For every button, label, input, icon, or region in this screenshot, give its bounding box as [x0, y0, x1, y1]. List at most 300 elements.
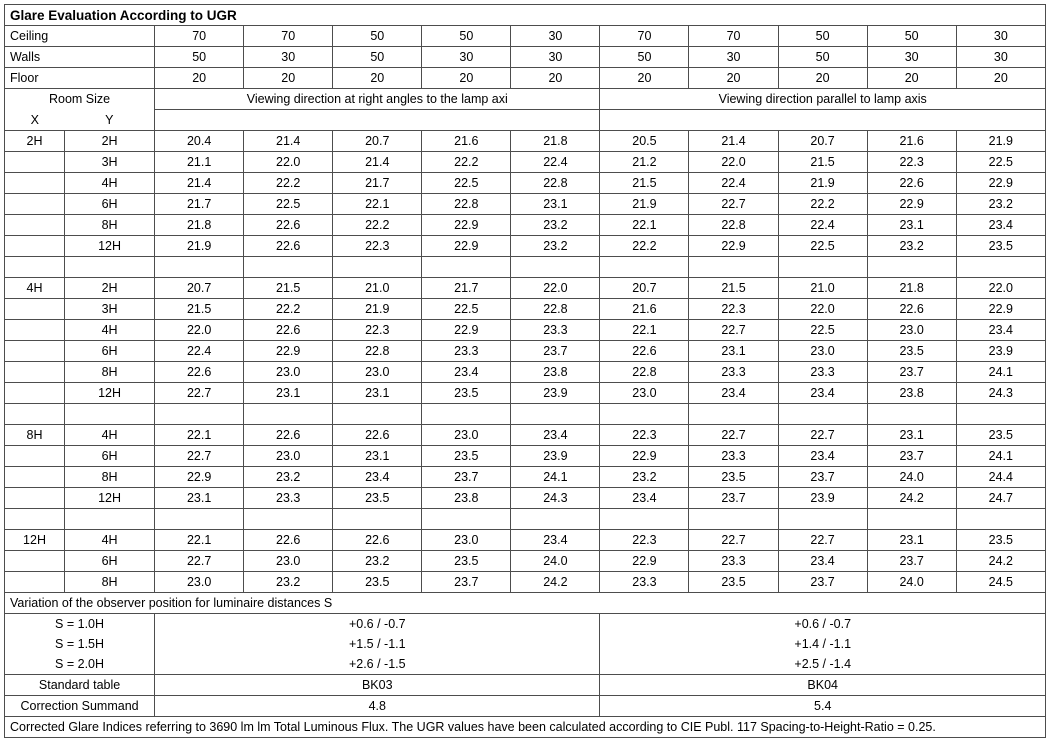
reflectance-row-floor	[5, 68, 1046, 89]
ugr-value: 23.1	[689, 341, 778, 362]
walls-value: 30	[511, 47, 600, 68]
ugr-value: 23.5	[333, 488, 422, 509]
ceiling-value: 70	[600, 26, 689, 47]
group-spacer	[5, 257, 1046, 278]
ugr-value: 23.5	[422, 446, 511, 467]
ugr-value: 24.0	[867, 572, 956, 593]
table-row	[5, 362, 1046, 383]
ugr-value: 23.1	[333, 446, 422, 467]
ugr-value: 23.0	[422, 425, 511, 446]
ugr-value: 23.7	[867, 362, 956, 383]
ugr-value: 22.6	[600, 341, 689, 362]
ugr-value: 23.1	[244, 383, 333, 404]
ugr-value: 23.2	[511, 215, 600, 236]
ugr-value: 22.0	[689, 152, 778, 173]
ugr-value: 22.7	[689, 194, 778, 215]
ugr-value: 22.4	[511, 152, 600, 173]
ugr-value: 23.1	[867, 425, 956, 446]
ugr-value: 22.6	[244, 320, 333, 341]
ugr-value: 22.8	[689, 215, 778, 236]
ugr-value: 22.7	[778, 425, 867, 446]
ugr-value: 22.9	[600, 551, 689, 572]
ugr-value: 23.5	[867, 341, 956, 362]
ugr-value: 24.7	[956, 488, 1045, 509]
y-value: 6H	[65, 194, 155, 215]
ugr-value: 23.4	[689, 383, 778, 404]
walls-value: 30	[956, 47, 1045, 68]
ugr-value: 22.5	[244, 194, 333, 215]
ugr-value: 23.0	[244, 446, 333, 467]
y-value: 8H	[65, 215, 155, 236]
ceiling-value: 30	[511, 26, 600, 47]
ugr-value: 22.0	[511, 278, 600, 299]
x-value: 12H	[5, 530, 65, 551]
table-row	[5, 488, 1046, 509]
ugr-value: 23.0	[422, 530, 511, 551]
ugr-value: 21.4	[155, 173, 244, 194]
variation-parallel: +0.6 / -0.7	[600, 614, 1046, 635]
ugr-value: 23.5	[956, 236, 1045, 257]
y-value: 6H	[65, 341, 155, 362]
ugr-value: 22.9	[422, 320, 511, 341]
ceiling-value: 70	[689, 26, 778, 47]
ugr-value: 23.1	[155, 488, 244, 509]
ugr-value: 23.7	[778, 467, 867, 488]
ugr-value: 23.7	[867, 551, 956, 572]
ugr-value: 22.5	[956, 152, 1045, 173]
y-value: 2H	[65, 131, 155, 152]
ugr-value: 21.0	[333, 278, 422, 299]
variation-label: S = 1.0H	[5, 614, 155, 635]
table-row	[5, 215, 1046, 236]
walls-value: 30	[867, 47, 956, 68]
ugr-value: 24.1	[511, 467, 600, 488]
ugr-value: 23.5	[689, 572, 778, 593]
ugr-value: 24.0	[867, 467, 956, 488]
ugr-value: 22.4	[689, 173, 778, 194]
ugr-value: 22.1	[155, 530, 244, 551]
ugr-value: 22.2	[422, 152, 511, 173]
ceiling-value: 30	[956, 26, 1045, 47]
table-row	[5, 446, 1046, 467]
ugr-value: 22.7	[155, 551, 244, 572]
ugr-value: 21.7	[155, 194, 244, 215]
ugr-value: 20.7	[778, 131, 867, 152]
ugr-value: 24.0	[511, 551, 600, 572]
ugr-value: 23.1	[511, 194, 600, 215]
ugr-value: 22.6	[244, 425, 333, 446]
table-row	[5, 467, 1046, 488]
y-value: 6H	[65, 446, 155, 467]
standard-table-label: Standard table	[5, 675, 155, 696]
ugr-value: 22.2	[778, 194, 867, 215]
ceiling-value: 70	[244, 26, 333, 47]
ugr-value: 23.4	[778, 446, 867, 467]
ugr-value: 22.2	[333, 215, 422, 236]
ugr-value: 22.9	[422, 236, 511, 257]
ugr-value: 22.3	[333, 236, 422, 257]
table-row	[5, 278, 1046, 299]
ugr-value: 22.8	[511, 173, 600, 194]
table-row	[5, 131, 1046, 152]
ugr-value: 23.0	[244, 362, 333, 383]
table-row	[5, 173, 1046, 194]
ugr-value: 20.5	[600, 131, 689, 152]
ugr-value: 22.0	[244, 152, 333, 173]
ugr-value: 24.3	[511, 488, 600, 509]
table-row	[5, 572, 1046, 593]
walls-value: 50	[155, 47, 244, 68]
walls-value: 50	[600, 47, 689, 68]
ugr-value: 22.9	[956, 173, 1045, 194]
ugr-value: 21.5	[778, 152, 867, 173]
ugr-value: 22.8	[422, 194, 511, 215]
variation-perpendicular: +0.6 / -0.7	[155, 614, 600, 635]
row-label-walls: Walls	[5, 47, 155, 68]
ugr-value: 23.2	[956, 194, 1045, 215]
table-row	[5, 551, 1046, 572]
table-row	[5, 320, 1046, 341]
view-header-perpendicular: Viewing direction at right angles to the lamp axi	[155, 89, 600, 110]
ugr-value: 21.5	[244, 278, 333, 299]
ugr-value: 23.9	[956, 341, 1045, 362]
x-value: 2H	[5, 131, 65, 152]
ugr-value: 22.7	[155, 383, 244, 404]
ugr-value: 22.3	[689, 299, 778, 320]
ugr-value: 22.6	[244, 236, 333, 257]
y-value: 4H	[65, 173, 155, 194]
ugr-value: 22.3	[333, 320, 422, 341]
ugr-value: 22.7	[778, 530, 867, 551]
ugr-value: 21.8	[511, 131, 600, 152]
standard-table-value: BK03	[155, 675, 600, 696]
walls-value: 50	[333, 47, 422, 68]
ugr-value: 23.8	[867, 383, 956, 404]
axis-label-y: Y	[65, 110, 155, 131]
ugr-value: 21.6	[600, 299, 689, 320]
ugr-value: 23.5	[956, 530, 1045, 551]
ugr-value: 22.6	[155, 362, 244, 383]
ugr-value: 22.0	[155, 320, 244, 341]
footnote-row	[5, 717, 1046, 738]
ugr-value: 22.5	[778, 236, 867, 257]
ugr-value: 23.5	[422, 551, 511, 572]
ugr-value: 23.5	[422, 383, 511, 404]
ugr-value: 23.4	[511, 425, 600, 446]
ugr-value: 22.6	[333, 530, 422, 551]
ugr-value: 22.5	[422, 299, 511, 320]
y-value: 4H	[65, 530, 155, 551]
ugr-value: 23.7	[867, 446, 956, 467]
group-spacer	[5, 509, 1046, 530]
ugr-value: 24.4	[956, 467, 1045, 488]
ugr-value: 23.4	[956, 215, 1045, 236]
x-value: 8H	[5, 425, 65, 446]
room-size-header: Room Size	[5, 89, 155, 110]
correction-summand-value: 4.8	[155, 696, 600, 717]
ugr-value: 21.9	[600, 194, 689, 215]
ugr-value: 22.9	[600, 446, 689, 467]
ugr-value: 21.5	[155, 299, 244, 320]
ceiling-value: 50	[422, 26, 511, 47]
ugr-value: 23.2	[867, 236, 956, 257]
ugr-value: 23.0	[778, 341, 867, 362]
y-value: 12H	[65, 236, 155, 257]
ugr-value: 22.1	[600, 320, 689, 341]
ugr-value: 23.4	[778, 551, 867, 572]
ugr-value: 22.6	[244, 215, 333, 236]
ugr-value: 23.3	[689, 362, 778, 383]
reflectance-row-walls	[5, 47, 1046, 68]
ugr-value: 22.2	[600, 236, 689, 257]
variation-label: S = 2.0H	[5, 654, 155, 675]
ugr-value: 22.6	[867, 173, 956, 194]
x-value: 4H	[5, 278, 65, 299]
ugr-table	[4, 4, 1046, 738]
ugr-value: 23.3	[689, 446, 778, 467]
page-title: Glare Evaluation According to UGR	[5, 5, 1046, 26]
table-row	[5, 299, 1046, 320]
ugr-value: 21.8	[867, 278, 956, 299]
variation-header-row	[5, 593, 1046, 614]
ugr-value: 23.9	[511, 383, 600, 404]
ugr-value: 22.4	[155, 341, 244, 362]
ugr-value: 22.8	[600, 362, 689, 383]
y-value: 8H	[65, 362, 155, 383]
variation-perpendicular: +2.6 / -1.5	[155, 654, 600, 675]
group-spacer	[5, 404, 1046, 425]
ugr-value: 21.6	[422, 131, 511, 152]
ugr-value: 22.9	[155, 467, 244, 488]
variation-parallel: +2.5 / -1.4	[600, 654, 1046, 675]
table-row	[5, 236, 1046, 257]
standard-table-row	[5, 675, 1046, 696]
ugr-value: 21.4	[689, 131, 778, 152]
floor-value: 20	[244, 68, 333, 89]
ugr-value: 22.3	[867, 152, 956, 173]
correction-summand-label: Correction Summand	[5, 696, 155, 717]
ugr-value: 21.0	[778, 278, 867, 299]
ugr-value: 23.0	[244, 551, 333, 572]
ugr-value: 21.9	[956, 131, 1045, 152]
table-row	[5, 341, 1046, 362]
ugr-value: 24.1	[956, 446, 1045, 467]
ugr-value: 22.8	[511, 299, 600, 320]
ugr-value: 23.0	[333, 362, 422, 383]
variation-row	[5, 654, 1046, 675]
ugr-value: 23.9	[778, 488, 867, 509]
y-value: 3H	[65, 299, 155, 320]
ugr-value: 22.8	[333, 341, 422, 362]
section-header-row	[5, 89, 1046, 110]
ugr-value: 22.0	[956, 278, 1045, 299]
ugr-value: 22.0	[778, 299, 867, 320]
ugr-value: 21.9	[333, 299, 422, 320]
ugr-value: 23.4	[778, 383, 867, 404]
ugr-value: 23.8	[422, 488, 511, 509]
ugr-value: 22.9	[689, 236, 778, 257]
ugr-value: 22.3	[600, 425, 689, 446]
ugr-value: 23.3	[511, 320, 600, 341]
correction-summand-row	[5, 696, 1046, 717]
walls-value: 30	[689, 47, 778, 68]
floor-value: 20	[956, 68, 1045, 89]
ugr-value: 23.7	[422, 572, 511, 593]
ugr-value: 24.2	[867, 488, 956, 509]
ugr-value: 21.8	[155, 215, 244, 236]
ugr-value: 22.9	[422, 215, 511, 236]
variation-row	[5, 614, 1046, 635]
ceiling-value: 50	[867, 26, 956, 47]
reflectance-row-ceiling	[5, 26, 1046, 47]
ugr-value: 22.6	[333, 425, 422, 446]
ugr-value: 21.4	[244, 131, 333, 152]
ugr-value: 22.2	[244, 299, 333, 320]
walls-value: 30	[244, 47, 333, 68]
ugr-value: 23.4	[333, 467, 422, 488]
floor-value: 20	[689, 68, 778, 89]
ugr-value: 24.5	[956, 572, 1045, 593]
row-label-ceiling: Ceiling	[5, 26, 155, 47]
y-value: 3H	[65, 152, 155, 173]
ugr-value: 23.3	[689, 551, 778, 572]
ugr-value: 23.3	[422, 341, 511, 362]
ugr-value: 23.7	[689, 488, 778, 509]
ugr-value: 23.9	[511, 446, 600, 467]
y-value: 12H	[65, 488, 155, 509]
ugr-value: 22.1	[600, 215, 689, 236]
ugr-value: 23.4	[600, 488, 689, 509]
ugr-value: 22.7	[689, 320, 778, 341]
y-value: 8H	[65, 467, 155, 488]
variation-header: Variation of the observer position for luminaire distances S	[5, 593, 1046, 614]
ugr-value: 22.7	[689, 530, 778, 551]
ugr-value: 21.5	[689, 278, 778, 299]
ugr-value: 24.2	[956, 551, 1045, 572]
variation-label: S = 1.5H	[5, 634, 155, 654]
ugr-value: 23.7	[778, 572, 867, 593]
ugr-value: 21.7	[333, 173, 422, 194]
ugr-value: 20.7	[333, 131, 422, 152]
floor-value: 20	[600, 68, 689, 89]
ugr-value: 23.3	[778, 362, 867, 383]
ugr-value: 23.2	[600, 467, 689, 488]
ugr-value: 21.6	[867, 131, 956, 152]
ugr-value: 22.1	[333, 194, 422, 215]
ugr-value: 23.3	[600, 572, 689, 593]
ceiling-value: 70	[155, 26, 244, 47]
ceiling-value: 50	[333, 26, 422, 47]
ugr-value: 23.2	[333, 551, 422, 572]
ugr-value: 21.1	[155, 152, 244, 173]
table-row	[5, 530, 1046, 551]
ugr-value: 24.1	[956, 362, 1045, 383]
axis-label-x: X	[5, 110, 65, 131]
y-value: 6H	[65, 551, 155, 572]
table-row	[5, 194, 1046, 215]
ugr-value: 21.7	[422, 278, 511, 299]
ugr-value: 23.0	[867, 320, 956, 341]
axis-header-row	[5, 110, 1046, 131]
ugr-value: 22.6	[867, 299, 956, 320]
ugr-value: 20.7	[155, 278, 244, 299]
ugr-value: 23.5	[956, 425, 1045, 446]
variation-perpendicular: +1.5 / -1.1	[155, 634, 600, 654]
table-row	[5, 383, 1046, 404]
ugr-value: 22.9	[244, 341, 333, 362]
y-value: 4H	[65, 425, 155, 446]
ugr-value: 22.3	[600, 530, 689, 551]
title-row	[5, 5, 1046, 26]
ugr-value: 23.0	[600, 383, 689, 404]
ugr-value: 22.2	[244, 173, 333, 194]
table-row	[5, 152, 1046, 173]
y-value: 4H	[65, 320, 155, 341]
ugr-value: 23.0	[155, 572, 244, 593]
ugr-value: 23.4	[511, 530, 600, 551]
variation-parallel: +1.4 / -1.1	[600, 634, 1046, 654]
ugr-value: 23.1	[867, 215, 956, 236]
ugr-value: 22.6	[244, 530, 333, 551]
ugr-value: 23.7	[511, 341, 600, 362]
ugr-value: 23.2	[511, 236, 600, 257]
ugr-value: 22.5	[422, 173, 511, 194]
ugr-value: 21.9	[155, 236, 244, 257]
floor-value: 20	[155, 68, 244, 89]
ugr-value: 20.4	[155, 131, 244, 152]
y-value: 8H	[65, 572, 155, 593]
ugr-value: 22.9	[956, 299, 1045, 320]
ugr-value: 23.1	[333, 383, 422, 404]
ugr-value: 23.2	[244, 467, 333, 488]
ugr-value: 22.7	[155, 446, 244, 467]
table-row	[5, 425, 1046, 446]
ugr-value: 23.3	[244, 488, 333, 509]
ugr-value: 23.4	[422, 362, 511, 383]
ugr-value: 22.9	[867, 194, 956, 215]
ugr-value: 23.1	[867, 530, 956, 551]
floor-value: 20	[422, 68, 511, 89]
ceiling-value: 50	[778, 26, 867, 47]
ugr-value: 21.2	[600, 152, 689, 173]
walls-value: 50	[778, 47, 867, 68]
walls-value: 30	[422, 47, 511, 68]
footnote-text: Corrected Glare Indices referring to 3690 lm lm Total Luminous Flux. The UGR values have been calculated according to CIE Publ. 117 Spacing-to-Height-Ratio = 0.25.	[5, 717, 1046, 738]
ugr-value: 22.4	[778, 215, 867, 236]
correction-summand-value: 5.4	[600, 696, 1046, 717]
ugr-value: 23.5	[333, 572, 422, 593]
ugr-value: 23.8	[511, 362, 600, 383]
y-value: 12H	[65, 383, 155, 404]
floor-value: 20	[333, 68, 422, 89]
y-value: 2H	[65, 278, 155, 299]
ugr-value: 21.5	[600, 173, 689, 194]
ugr-value: 22.1	[155, 425, 244, 446]
variation-row	[5, 634, 1046, 654]
ugr-value: 24.3	[956, 383, 1045, 404]
floor-value: 20	[867, 68, 956, 89]
ugr-value: 22.5	[778, 320, 867, 341]
floor-value: 20	[511, 68, 600, 89]
ugr-value: 21.9	[778, 173, 867, 194]
ugr-value: 24.2	[511, 572, 600, 593]
ugr-value: 20.7	[600, 278, 689, 299]
ugr-value: 23.7	[422, 467, 511, 488]
floor-value: 20	[778, 68, 867, 89]
standard-table-value: BK04	[600, 675, 1046, 696]
ugr-value: 23.5	[689, 467, 778, 488]
ugr-value: 23.2	[244, 572, 333, 593]
